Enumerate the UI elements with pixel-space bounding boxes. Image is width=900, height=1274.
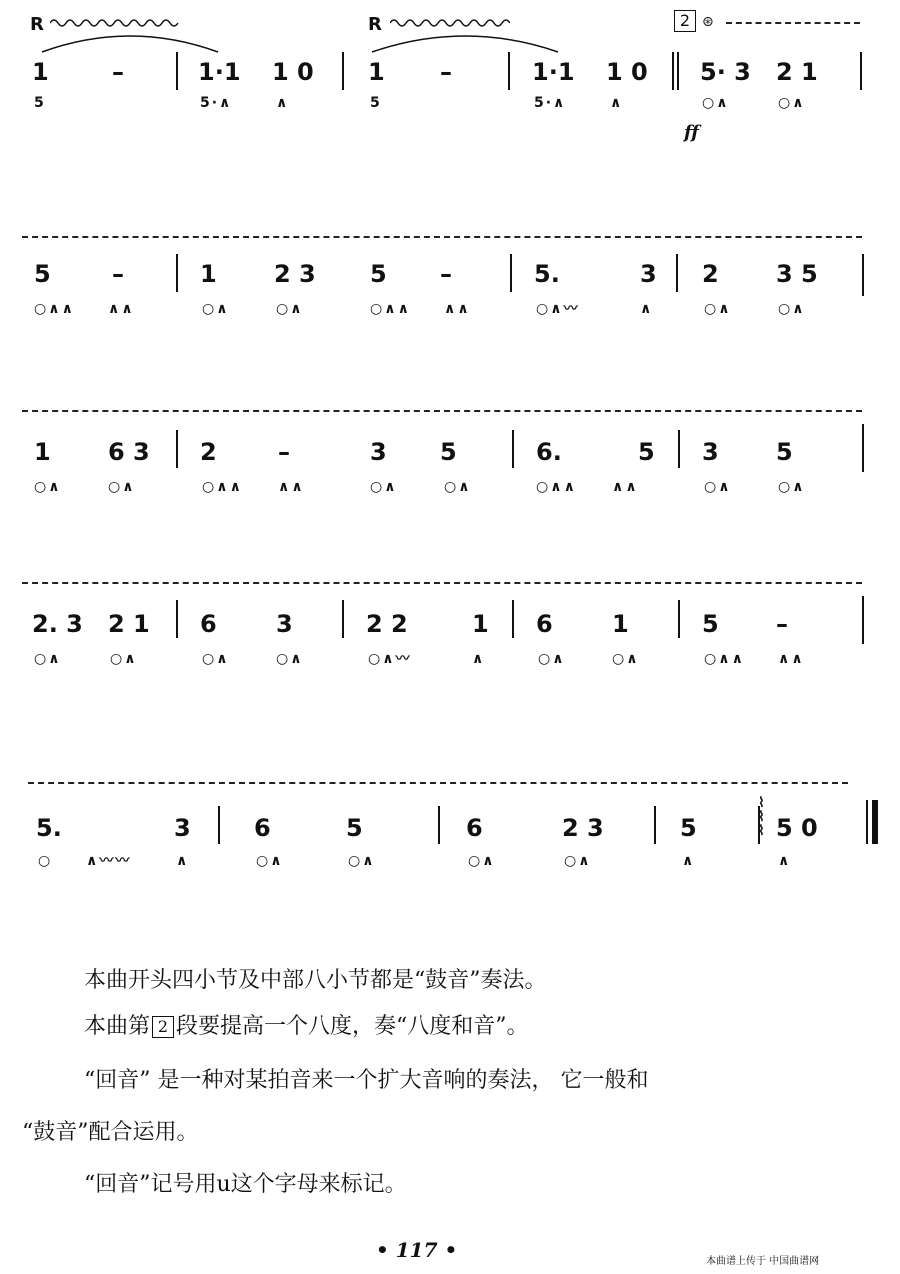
note: 3 [702, 438, 719, 466]
note: 3 5 [776, 260, 818, 288]
paragraph-part: 段要提高一个八度，奏“八度和音”。 [176, 1014, 529, 1039]
lower-voice-note: 5 [34, 95, 46, 111]
note: 1 [612, 610, 629, 638]
bar-line [860, 52, 862, 90]
lower-voice-note: 5·∧ [534, 95, 567, 111]
note: 6 3 [108, 438, 150, 466]
final-bar-line-thick [872, 800, 878, 844]
dashed-range-line [22, 410, 862, 412]
stroke-mark: ○∧∧ [704, 651, 745, 667]
rest-dash: – [440, 260, 452, 288]
slur-arc [370, 26, 560, 56]
note: 6 [536, 610, 553, 638]
rest-dash: – [776, 610, 788, 638]
stroke-mark: ○∧ [704, 301, 732, 317]
note: 1 [368, 58, 385, 86]
slur-arc [40, 26, 220, 56]
note: 2 1 [108, 610, 150, 638]
stroke-mark: ∧ [176, 853, 190, 869]
note: 5 [680, 814, 697, 842]
stroke-mark: ○∧ [108, 479, 136, 495]
arpeggio-icon: ⌇ ⌇ ⌇ [758, 795, 765, 839]
note: 1 [32, 58, 49, 86]
dashed-range-line [22, 582, 862, 584]
note: 6 [200, 610, 217, 638]
stroke-mark: ○∧ [202, 301, 230, 317]
stroke-mark: ∧∧ [444, 301, 471, 317]
bar-line [678, 430, 680, 468]
lower-voice-note: 5 [370, 95, 382, 111]
bar-line [862, 254, 864, 296]
stroke-mark: ○∧ [778, 479, 806, 495]
note: 2 3 [562, 814, 604, 842]
stroke-mark: ∧ [276, 95, 290, 111]
note: 1 0 [606, 58, 648, 86]
note: 3 [276, 610, 293, 638]
dynamic-ff: ff [684, 122, 699, 143]
stroke-mark: ○∧ [370, 479, 398, 495]
note: 1 0 [272, 58, 314, 86]
segno-icon: ⊛ [702, 14, 714, 30]
stroke-mark: ○∧ [348, 853, 376, 869]
dashed-range-line [22, 236, 862, 238]
stroke-mark: ○∧ [444, 479, 472, 495]
stroke-mark: ○∧ [276, 651, 304, 667]
stroke-mark: ○∧ [110, 651, 138, 667]
note: 5 [702, 610, 719, 638]
note: 1 [34, 438, 51, 466]
stroke-mark: ∧∧ [612, 479, 639, 495]
rest-dash: – [278, 438, 290, 466]
bar-line [512, 600, 514, 638]
stroke-mark: ○∧ [202, 651, 230, 667]
stroke-mark: ○∧ [702, 95, 730, 111]
stroke-mark: ∧∧ [778, 651, 805, 667]
page-number: • 117 • [376, 1238, 458, 1262]
stroke-mark: ○ [38, 853, 53, 869]
note: 5 [370, 260, 387, 288]
note: 6 [254, 814, 271, 842]
note: 5 [776, 438, 793, 466]
stroke-mark: ○∧ [704, 479, 732, 495]
stroke-mark: ○∧ [778, 301, 806, 317]
note: 1·1 [198, 58, 241, 86]
note: 2 3 [274, 260, 316, 288]
stroke-mark: ○∧ [34, 479, 62, 495]
dashed-range-line [726, 22, 860, 24]
bar-line [218, 806, 220, 844]
stroke-mark: ○∧〰 [368, 651, 412, 667]
note: 5 [440, 438, 457, 466]
stroke-mark: ∧ [682, 853, 696, 869]
double-bar-line [677, 52, 679, 90]
note: 3 [640, 260, 657, 288]
note: 5 [34, 260, 51, 288]
paragraph: 本曲开头四小节及中部八小节都是“鼓音”奏法。 [84, 968, 547, 993]
stroke-mark: ○∧∧ [536, 479, 577, 495]
note: 2 [200, 438, 217, 466]
paragraph [84, 1012, 529, 1042]
note: 5. [36, 814, 62, 842]
roll-mark: R [368, 14, 382, 35]
stroke-mark: ○∧ [778, 95, 806, 111]
note: 2. 3 [32, 610, 83, 638]
bar-line [512, 430, 514, 468]
stroke-mark: ○∧ [538, 651, 566, 667]
note: 1·1 [532, 58, 575, 86]
bar-line [678, 600, 680, 638]
bar-line [654, 806, 656, 844]
note: 5 [346, 814, 363, 842]
note: 6 [466, 814, 483, 842]
note: 1 [200, 260, 217, 288]
stroke-mark: ○∧ [256, 853, 284, 869]
dashed-range-line [28, 782, 848, 784]
note: 2 [702, 260, 719, 288]
final-bar-line [866, 800, 868, 844]
stroke-mark: ○∧∧ [34, 301, 75, 317]
note: 3 [174, 814, 191, 842]
roll-mark: R [30, 14, 44, 35]
bar-line [176, 254, 178, 292]
bar-line [758, 806, 760, 844]
stroke-mark: ○∧ [276, 301, 304, 317]
bar-line [342, 600, 344, 638]
stroke-mark: ○∧ [564, 853, 592, 869]
note: 1 [472, 610, 489, 638]
bar-line [342, 52, 344, 90]
note: 6. [536, 438, 562, 466]
stroke-mark: ∧〰〰 [86, 853, 132, 869]
note: 2 1 [776, 58, 818, 86]
stroke-mark: ○∧〰 [536, 301, 580, 317]
paragraph: “回音” 是一种对某拍音来一个扩大音响的奏法， 它一般和 [84, 1068, 649, 1093]
paragraph: “鼓音”配合运用。 [22, 1120, 199, 1145]
rest-dash: – [112, 58, 124, 86]
upload-credit: 本曲谱上传于 中国曲谱网 [706, 1256, 820, 1267]
stroke-mark: ○∧∧ [202, 479, 243, 495]
bar-line [176, 52, 178, 90]
bar-line [862, 596, 864, 644]
section-mark-box: 2 [152, 1016, 174, 1038]
bar-line [510, 254, 512, 292]
stroke-mark: ∧∧ [278, 479, 305, 495]
bar-line [508, 52, 510, 90]
note: 3 [370, 438, 387, 466]
stroke-mark: ∧ [640, 301, 654, 317]
stroke-mark: ∧ [610, 95, 624, 111]
stroke-mark: ∧∧ [108, 301, 135, 317]
paragraph: “回音”记号用u这个字母来标记。 [84, 1172, 407, 1197]
stroke-mark: ○∧ [468, 853, 496, 869]
stroke-mark: ∧ [472, 651, 486, 667]
bar-line [676, 254, 678, 292]
note: 5 [638, 438, 655, 466]
lower-voice-note: 5·∧ [200, 95, 233, 111]
rest-dash: – [112, 260, 124, 288]
stroke-mark: ○∧ [612, 651, 640, 667]
paragraph-part: 本曲第 [84, 1014, 151, 1039]
note: 5. [534, 260, 560, 288]
double-bar-line [672, 52, 674, 90]
bar-line [176, 600, 178, 638]
stroke-mark: ○∧ [34, 651, 62, 667]
rest-dash: – [440, 58, 452, 86]
bar-line [862, 424, 864, 472]
stroke-mark: ○∧∧ [370, 301, 411, 317]
section-mark-box: 2 [674, 10, 696, 32]
note: 2 2 [366, 610, 408, 638]
note: 5 0 [776, 814, 818, 842]
bar-line [438, 806, 440, 844]
bar-line [176, 430, 178, 468]
note: 5· 3 [700, 58, 751, 86]
stroke-mark: ∧ [778, 853, 792, 869]
